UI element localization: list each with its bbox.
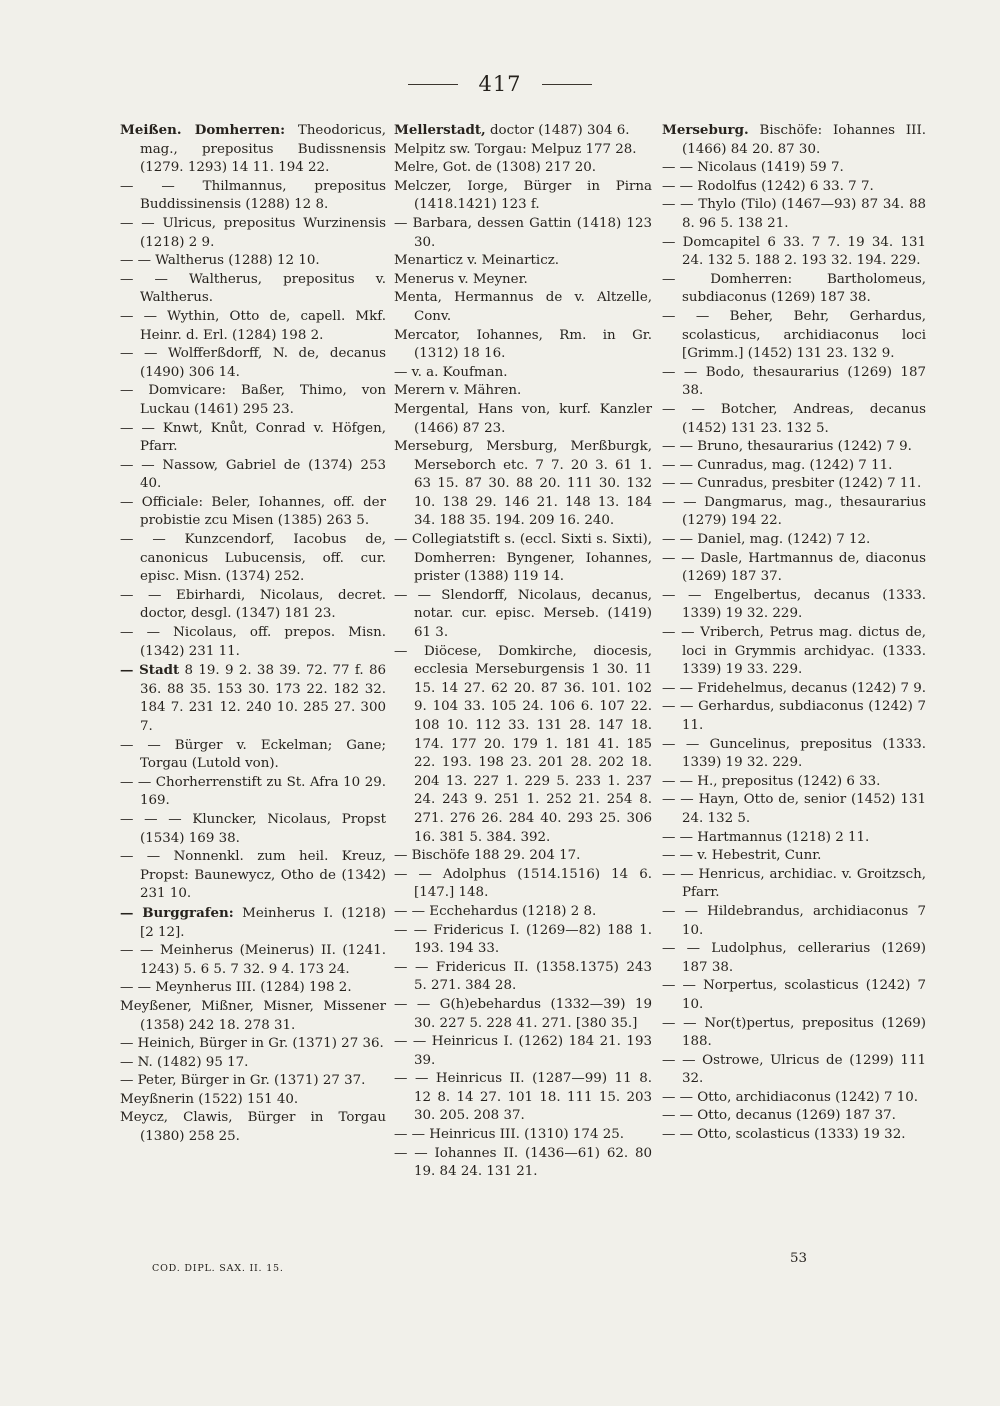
index-entry: [662, 1107, 926, 1126]
entry-text: Melczer, Iorge, Bürger in Pirna (1418.1421) 123 f.: [394, 178, 652, 213]
entry-text: — — Gerhardus, subdiaconus (1242) 7 11.: [662, 699, 926, 733]
entry-text: — — Nicolaus (1419) 59 7.: [662, 160, 844, 176]
entry-text: — — Adolphus (1514.1516) 14 6. [147.] 148.: [394, 866, 652, 901]
entry-text: — — Rodolfus (1242) 6 33. 7 7.: [662, 178, 874, 194]
index-entry: [662, 178, 926, 197]
entry-text: — — Meinherus (Meinerus) II. (1241. 1243) 5. 6 5. 7 32. 9 4. 173 24.: [120, 943, 386, 977]
entry-text: — — Nonnenkl. zum heil. Kreuz, Propst: Baunewycz, Otho de (1342) 231 10.: [120, 849, 386, 902]
index-entry: [394, 327, 652, 364]
index-column-left: [120, 121, 386, 1147]
header-rule-left: [408, 84, 458, 85]
entry-text: Theodoricus, mag., prepositus Budissnensis (1279. 1293) 14 11. 194 22.: [140, 123, 386, 176]
entry-text: Merseburg, Mersburg, Merßburgk, Merseborch etc. 7 7. 20 3. 61 1. 63 15. 87 30. 88 20. 111 30. 132 10. 138 29. 146 21. 148 13. 184 34. 188 35. 194. 209 16. 240.: [394, 439, 652, 529]
entry-text: — Domcapitel 6 33. 7 7. 19 34. 131 24. 132 5. 188 2. 193 32. 194. 229.: [662, 234, 926, 269]
index-entry: [394, 1070, 652, 1126]
entry-headword: — Stadt: [120, 662, 180, 679]
index-entry: [662, 736, 926, 773]
entry-text: Menta, Hermannus de v. Altzelle, Conv.: [394, 290, 652, 324]
entry-text: — — Bruno, thesaurarius (1242) 7 9.: [662, 439, 912, 455]
entry-text: — Officiale: Beler, Iohannes, off. der probistie zcu Misen (1385) 263 5.: [120, 494, 386, 529]
entry-text: Mergental, Hans von, kurf. Kanzler (1466) 87 23.: [394, 401, 652, 436]
entry-text: Melre, Got. de (1308) 217 20.: [394, 160, 597, 176]
entry-headword: Merseburg.: [662, 122, 749, 138]
index-entry: [120, 587, 386, 624]
index-entry: [394, 922, 652, 959]
entry-text: — — Kunzcendorf, Iacobus de, canonicus Lubucensis, off. cur. episc. Misn. (1374) 252.: [120, 532, 386, 585]
index-entry: [662, 234, 926, 271]
entry-headword: — Burggrafen:: [120, 904, 234, 921]
index-entry: [120, 979, 386, 998]
entry-text: — — Nicolaus, off. prepos. Misn. (1342) 231 11.: [120, 625, 386, 659]
index-entry: [120, 661, 386, 736]
entry-text: Meinherus I. (1218) [2 12].: [140, 905, 386, 940]
entry-text: — — Henricus, archidiac. v. Groitzsch, Pfarr.: [662, 866, 926, 901]
index-entry: [662, 791, 926, 828]
index-entry: [120, 904, 386, 942]
entry-text: — — Otto, archidiaconus (1242) 7 10.: [662, 1089, 919, 1105]
index-entry: [394, 643, 652, 848]
index-entry: [394, 401, 652, 438]
page-number: 417: [478, 72, 522, 96]
index-entry: [394, 364, 652, 383]
index-entry: [120, 774, 386, 811]
index-entry: [662, 940, 926, 977]
entry-text: — — Waltherus (1288) 12 10.: [120, 253, 320, 269]
entry-text: — — Cunradus, presbiter (1242) 7 11.: [662, 476, 922, 492]
entry-text: — — Hayn, Otto de, senior (1452) 131 24. 132 5.: [662, 792, 926, 826]
index-entry: [662, 271, 926, 308]
footer-sheet-number: 53: [790, 1251, 808, 1266]
index-entry: [120, 1109, 386, 1146]
index-entry: [120, 382, 386, 419]
index-entry: [394, 847, 652, 866]
index-entry: [120, 942, 386, 979]
entry-text: — N. (1482) 95 17.: [120, 1054, 249, 1070]
index-entry: [662, 457, 926, 476]
index-entry: [662, 773, 926, 792]
index-entry: [394, 215, 652, 252]
entry-text: — — Heinricus II. (1287—99) 11 8. 12 8. 14 27. 101 18. 111 15. 203 30. 205. 208 37.: [394, 1071, 652, 1124]
entry-text: — — Cunradus, mag. (1242) 7 11.: [662, 457, 893, 473]
entry-text: — — Nassow, Gabriel de (1374) 253 40.: [120, 457, 386, 492]
index-entry: [120, 624, 386, 661]
index-entry: [394, 438, 652, 531]
entry-text: Melpitz sw. Torgau: Melpuz 177 28.: [394, 141, 637, 157]
entry-text: — — Ulricus, prepositus Wurzinensis (1218) 2 9.: [120, 215, 386, 250]
entry-text: — — Thilmannus, prepositus Buddissinensis (1288) 12 8.: [120, 178, 386, 213]
header-rule-right: [542, 84, 592, 85]
entry-text: — — Vriberch, Petrus mag. dictus de, loci in Grymmis archidyac. (1333. 1339) 19 33. 229.: [662, 625, 926, 678]
entry-text: — — H., prepositus (1242) 6 33.: [662, 773, 881, 789]
entry-text: — — Chorherrenstift zu St. Afra 10 29. 169.: [120, 774, 386, 809]
index-entry: [662, 866, 926, 903]
entry-text: — — Hildebrandus, archidiaconus 7 10.: [662, 903, 926, 938]
entry-text: — — Meynherus III. (1284) 198 2.: [120, 980, 352, 996]
entry-text: — — G(h)ebehardus (1332—39) 19 30. 227 5. 228 41. 271. [380 35.]: [394, 996, 652, 1031]
index-entry: [662, 494, 926, 531]
entry-text: — — Otto, decanus (1269) 187 37.: [662, 1108, 896, 1124]
index-entry: [394, 141, 652, 160]
entry-text: — — Fridericus II. (1358.1375) 243 5. 271. 384 28.: [394, 959, 652, 994]
index-entry: [120, 271, 386, 308]
entry-text: — — Fridericus I. (1269—82) 188 1. 193. 194 33.: [394, 922, 652, 957]
entry-text: — — Bodo, thesaurarius (1269) 187 38.: [662, 364, 926, 399]
entry-text: — — Dasle, Hartmannus de, diaconus (1269) 187 37.: [662, 550, 926, 585]
entry-text: Mercator, Iohannes, Rm. in Gr. (1312) 18 16.: [394, 327, 652, 362]
entry-text: — — Engelbertus, decanus (1333. 1339) 19 32. 229.: [662, 587, 926, 622]
footer-signature: COD. DIPL. SAX. II. 15.: [152, 1263, 284, 1274]
index-entry: [394, 121, 652, 141]
index-entry: [120, 1054, 386, 1073]
entry-text: doctor (1487) 304 6.: [485, 123, 630, 138]
entry-text: — — Wythin, Otto de, capell. Mkf. Heinr. d. Erl. (1284) 198 2.: [120, 308, 386, 343]
index-entry: [120, 1072, 386, 1091]
index-entry: [662, 829, 926, 848]
index-entry: [120, 1091, 386, 1110]
entry-text: Meyßener, Mißner, Misner, Missener (1358) 242 18. 278 31.: [120, 998, 386, 1033]
index-entry: [662, 196, 926, 233]
entry-text: — — Ecchehardus (1218) 2 8.: [394, 903, 597, 919]
entry-headword: Meißen. Domherren:: [120, 122, 286, 138]
index-entry: [120, 215, 386, 252]
index-entry: [120, 998, 386, 1035]
index-entry: [120, 345, 386, 382]
index-column-right: [662, 121, 926, 1145]
entry-text: — — Ebirhardi, Nicolaus, decret. doctor, desgl. (1347) 181 23.: [120, 587, 386, 622]
entry-text: — — Botcher, Andreas, decanus (1452) 131 23. 132 5.: [662, 401, 926, 436]
index-entry: [120, 811, 386, 848]
entry-headword: Mellerstadt,: [394, 122, 486, 138]
index-entry: [120, 494, 386, 531]
entry-text: — — Bürger v. Eckelman; Gane; Torgau (Lutold von).: [120, 737, 386, 772]
index-entry: [662, 680, 926, 699]
index-entry: [394, 959, 652, 996]
entry-text: 8 19. 9 2. 38 39. 72. 77 f. 86 36. 88 35. 153 30. 173 22. 182 32. 184 7. 231 12. 240 10. 285 27. 300 7.: [140, 663, 386, 734]
index-entry: [120, 308, 386, 345]
entry-text: Merern v. Mähren.: [394, 383, 522, 399]
entry-text: — Diöcese, Domkirche, diocesis, ecclesia Merseburgensis 1 30. 11 15. 14 27. 62 20. 87 36. 101. 102 9. 104 33. 105 24. 106 6. 107 22. 108 10. 112 33. 131 28. 147 18. 174. 177 20. 179 1. 181 41. 185 22. 193. 198 23. 201 28. 202 18. 204 13. 227 1. 229 5. 233 1. 237 24. 243 9. 251 1. 252 21. 254 8. 271. 276 26. 284 40. 293 25. 306 16. 381 5. 384. 392.: [394, 643, 652, 845]
index-entry: [662, 847, 926, 866]
entry-text: — — Dangmarus, mag., thesaurarius (1279) 194 22.: [662, 494, 926, 529]
index-entry: [394, 531, 652, 587]
index-entry: [662, 1015, 926, 1052]
index-entry: [120, 420, 386, 457]
index-entry: [394, 996, 652, 1033]
index-entry: [394, 289, 652, 326]
index-entry: [662, 531, 926, 550]
entry-text: — — v. Hebestrit, Cunr.: [662, 848, 822, 864]
index-entry: [662, 1052, 926, 1089]
index-entry: [662, 587, 926, 624]
entry-text: — — Ludolphus, cellerarius (1269) 187 38.: [662, 941, 926, 975]
entry-text: — — Thylo (Tilo) (1467—93) 87 34. 88 8. 96 5. 138 21.: [662, 197, 926, 231]
entry-text: Bischöfe: Iohannes III. (1466) 84 20. 87 30.: [682, 123, 926, 157]
entry-text: — Barbara, dessen Gattin (1418) 123 30.: [394, 215, 652, 250]
entry-text: — Collegiatstift s. (eccl. Sixti s. Sixti), Domherren: Byngener, Iohannes, prister (1388) 119 14.: [394, 532, 652, 585]
index-entry: [394, 1126, 652, 1145]
index-entry: [394, 1145, 652, 1182]
entry-text: — — — Kluncker, Nicolaus, Propst (1534) 169 38.: [120, 811, 386, 846]
entry-text: — Domherren: Bartholomeus, subdiaconus (1269) 187 38.: [662, 271, 926, 306]
index-entry: [394, 178, 652, 215]
entry-text: — — Hartmannus (1218) 2 11.: [662, 829, 870, 845]
index-entry: [662, 1089, 926, 1108]
page-header: [0, 72, 1000, 96]
index-entry: [662, 438, 926, 457]
index-entry: [662, 364, 926, 401]
index-entry: [120, 178, 386, 215]
entry-text: — — Daniel, mag. (1242) 7 12.: [662, 532, 871, 548]
index-entry: [394, 252, 652, 271]
index-entry: [662, 121, 926, 159]
index-entry: [662, 977, 926, 1014]
index-entry: [120, 457, 386, 494]
index-entry: [120, 252, 386, 271]
entry-text: — — Heinricus I. (1262) 184 21. 193 39.: [394, 1034, 652, 1068]
index-entry: [394, 866, 652, 903]
entry-text: Menerus v. Meyner.: [394, 271, 528, 287]
entry-text: — v. a. Koufman.: [394, 364, 508, 380]
entry-text: — — Iohannes II. (1436—61) 62. 80 19. 84 24. 131 21.: [394, 1145, 652, 1180]
entry-text: — — Slendorff, Nicolaus, decanus, notar. cur. episc. Merseb. (1419) 61 3.: [394, 587, 652, 641]
entry-text: — — Waltherus, prepositus v. Waltherus.: [120, 271, 386, 306]
index-entry: [662, 159, 926, 178]
index-entry: [120, 121, 386, 178]
index-entry: [120, 1035, 386, 1054]
entry-text: — — Norpertus, scolasticus (1242) 7 10.: [662, 978, 926, 1012]
entry-text: — — Fridehelmus, decanus (1242) 7 9.: [662, 680, 926, 696]
entry-text: — — Knwt, Knůt, Conrad v. Höfgen, Pfarr.: [120, 420, 386, 455]
index-entry: [120, 737, 386, 774]
entry-text: Meycz, Clawis, Bürger in Torgau (1380) 258 25.: [120, 1110, 386, 1145]
entry-text: Meyßnerin (1522) 151 40.: [120, 1091, 299, 1107]
entry-text: — — Nor(t)pertus, prepositus (1269) 188.: [662, 1015, 926, 1050]
index-entry: [662, 698, 926, 735]
entry-text: — — Otto, scolasticus (1333) 19 32.: [662, 1127, 906, 1143]
index-entry: [394, 587, 652, 643]
index-entry: [662, 401, 926, 438]
index-entry: [662, 1126, 926, 1145]
entry-text: — Peter, Bürger in Gr. (1371) 27 37.: [120, 1073, 366, 1089]
entry-text: — — Heinricus III. (1310) 174 25.: [394, 1127, 625, 1143]
entry-text: — — Ostrowe, Ulricus de (1299) 111 32.: [662, 1052, 926, 1087]
index-entry: [120, 848, 386, 904]
index-entry: [394, 382, 652, 401]
index-entry: [394, 271, 652, 290]
entry-text: — Bischöfe 188 29. 204 17.: [394, 848, 581, 864]
index-column-middle: [394, 121, 652, 1182]
entry-text: — — Wolfferßdorff, N. de, decanus (1490) 306 14.: [120, 346, 386, 380]
entry-text: — Domvicare: Baßer, Thimo, von Luckau (1461) 295 23.: [120, 383, 386, 417]
entry-text: — — Beher, Behr, Gerhardus, scolasticus, archidiaconus loci [Grimm.] (1452) 131 23. 132 9.: [662, 308, 926, 362]
index-entry: [662, 308, 926, 364]
entry-text: Menarticz v. Meinarticz.: [394, 253, 560, 269]
index-entry: [662, 903, 926, 940]
index-entry: [394, 159, 652, 178]
index-entry: [662, 550, 926, 587]
index-entry: [394, 903, 652, 922]
entry-text: — — Guncelinus, prepositus (1333. 1339) 19 32. 229.: [662, 736, 926, 771]
index-entry: [662, 475, 926, 494]
index-entry: [394, 1033, 652, 1070]
entry-text: — Heinich, Bürger in Gr. (1371) 27 36.: [120, 1036, 384, 1052]
index-entry: [120, 531, 386, 587]
index-entry: [662, 624, 926, 680]
